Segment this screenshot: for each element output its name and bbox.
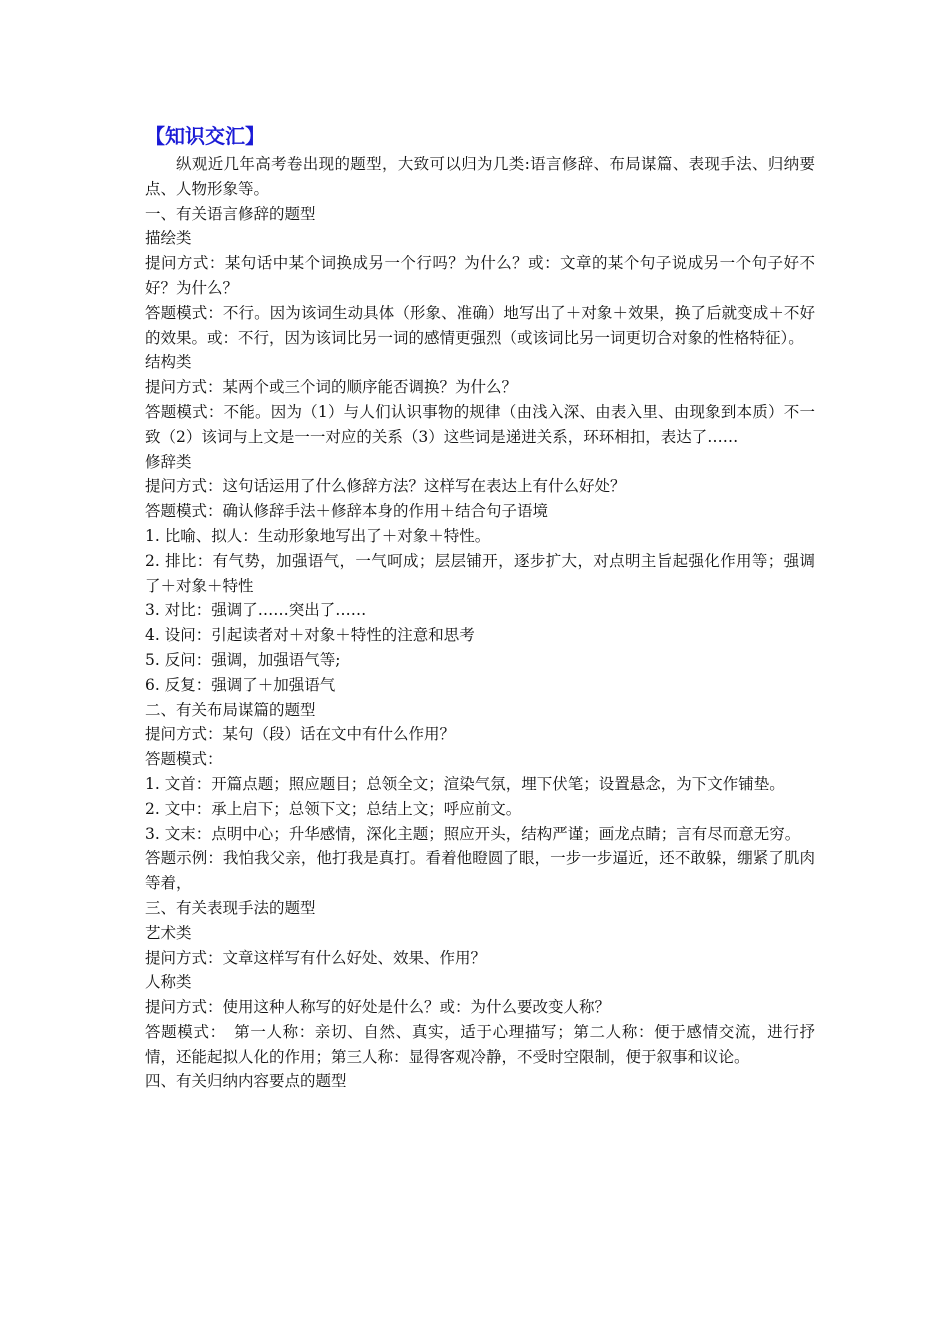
- list-item: 2. 文中：承上启下；总领下文；总结上文；呼应前文。: [145, 799, 522, 818]
- question-format: 提问方式：某两个或三个词的顺序能否调换？为什么？: [145, 378, 518, 397]
- answer-example: 答题示例：我怕我父亲，他打我是真打。看着他瞪圆了眼，一步一步逼近，还不敢躲，绷紧了肌肉等着，: [145, 849, 815, 893]
- list-item: 1. 文首：开篇点题；照应题目；总领全文；渲染气氛，埋下伏笔；设置悬念，为下文作铺垫。: [145, 774, 785, 793]
- list-item: 2. 排比：有气势，加强语气，一气呵成；层层铺开，逐步扩大，对点明主旨起强化作用等；强调了＋对象＋特性: [145, 551, 815, 595]
- answer-format: 答题模式： 第一人称：亲切、自然、真实，适于心理描写；第二人称：便于感情交流，进行抒情，还能起拟人化的作用；第三人称：显得客观冷静，不受时空限制，便于叙事和议论。: [145, 1022, 815, 1066]
- subheading-rhetoric: 修辞类: [145, 452, 192, 471]
- section-title-language: 一、有关语言修辞的题型: [145, 204, 316, 223]
- list-item: 3. 对比：强调了……突出了……: [145, 601, 367, 620]
- list-item: 1. 比喻、拟人：生动形象地写出了＋对象＋特性。: [145, 526, 491, 545]
- section-title-summary: 四、有关归纳内容要点的题型: [145, 1072, 347, 1091]
- question-format: 提问方式：某句（段）话在文中有什么作用？: [145, 725, 456, 744]
- section-title-technique: 三、有关表现手法的题型: [145, 898, 316, 917]
- intro-paragraph: 纵观近几年高考卷出现的题型，大致可以归为几类:语言修辞、布局谋篇、表现手法、归纳要点、人物形象等。: [145, 155, 815, 198]
- document-page: [145, 121, 815, 1094]
- answer-format: 答题模式：不能。因为（1）与人们认识事物的规律（由浅入深、由表入里、由现象到本质）不一致（2）该词与上文是一一对应的关系（3）这些词是递进关系，环环相扣，表达了……: [145, 402, 815, 446]
- list-item: 4. 设问：引起读者对＋对象＋特性的注意和思考: [145, 626, 475, 645]
- question-format: 提问方式：使用这种人称写的好处是什么？或：为什么要改变人称？: [145, 998, 611, 1017]
- question-format: 提问方式：某句话中某个词换成另一个行吗？为什么？或：文章的某个句子说成另一个句子好不好？为什么？: [145, 254, 815, 297]
- subheading-art: 艺术类: [145, 923, 192, 942]
- subheading-description: 描绘类: [145, 229, 192, 248]
- section-heading: 【知识交汇】: [145, 124, 265, 148]
- subheading-person: 人称类: [145, 973, 192, 992]
- list-item: 5. 反问：强调，加强语气等;: [145, 650, 341, 669]
- answer-format: 答题模式：不行。因为该词生动具体（形象、准确）地写出了＋对象＋效果，换了后就变成＋不好的效果。或：不行，因为该词比另一词的感情更强烈（或该词比另一词更切合对象的性格特征）。: [145, 303, 815, 347]
- question-format: 提问方式：文章这样写有什么好处、效果、作用？: [145, 948, 487, 967]
- subheading-structure: 结构类: [145, 353, 192, 372]
- answer-format: 答题模式：: [145, 750, 223, 769]
- answer-format: 答题模式：确认修辞手法＋修辞本身的作用＋结合句子语境: [145, 502, 549, 521]
- list-item: 3. 文末：点明中心；升华感情，深化主题；照应开头，结构严谨；画龙点睛；言有尽而意无穷。: [145, 824, 801, 843]
- question-format: 提问方式：这句话运用了什么修辞方法？这样写在表达上有什么好处？: [145, 477, 626, 496]
- list-item: 6. 反复：强调了＋加强语气: [145, 675, 336, 694]
- section-title-layout: 二、有关布局谋篇的题型: [145, 700, 316, 719]
